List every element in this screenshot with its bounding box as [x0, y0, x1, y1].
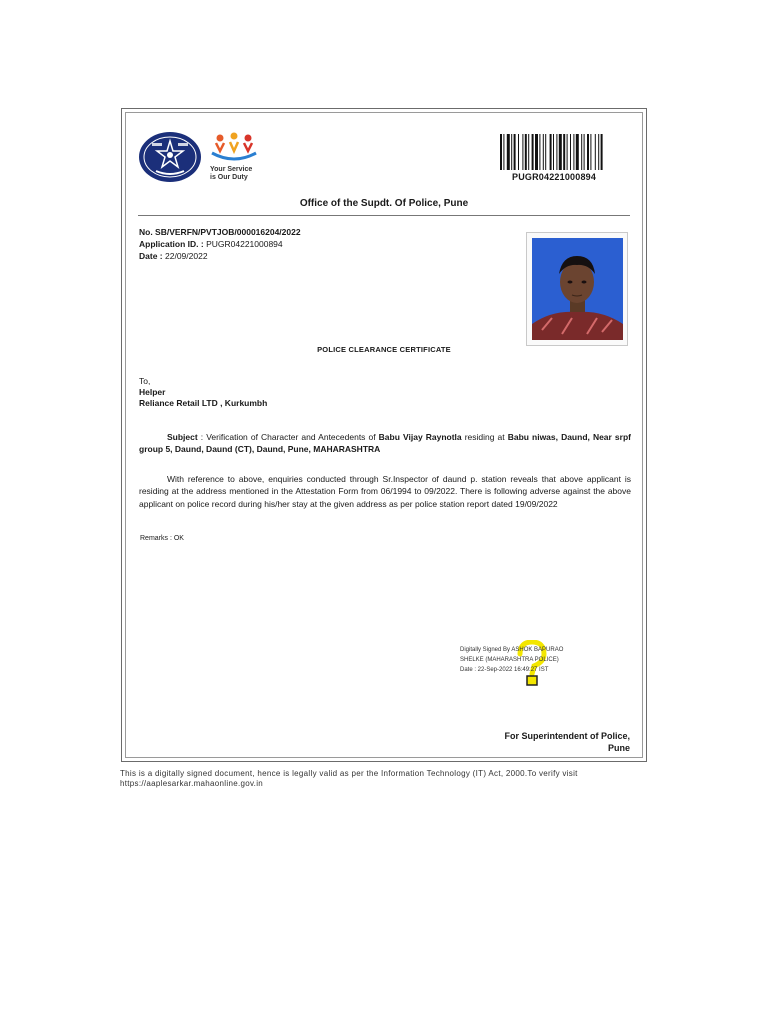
- legal-notice: [120, 769, 660, 789]
- signatory-block: [470, 730, 630, 754]
- remarks: Remarks : OK: [140, 535, 184, 542]
- signature-signed-by: Digitally Signed By ASHOK BAPURAO: [460, 647, 564, 653]
- applicant-address: Babu niwas, Daund, Near srpf group 5, Daund, Daund (CT), Daund, Pune, MAHARASHTRA: [139, 432, 631, 455]
- recipient-block: [139, 376, 267, 409]
- reference-number: [139, 226, 301, 238]
- issue-date-label: Date :: [139, 251, 163, 261]
- certificate-title: POLICE CLEARANCE CERTIFICATE: [317, 345, 451, 354]
- verification-text: With reference to above, enquiries conducted through Sr.Inspector of daund p. station reveals that above applicant is residing at the address mentioned in the Attestation Form from 06/1994 to 09/2022. There is following adverse against the above applicant on police record during his/her stay at the given address as per police station report dated 19/09/2022: [139, 474, 631, 509]
- reference-number-text: No. SB/VERFN/PVTJOB/000016204/2022: [139, 227, 301, 237]
- issue-date: [139, 250, 208, 262]
- subject-label: Subject: [167, 432, 198, 442]
- applicant-photo: [532, 238, 623, 340]
- header-divider: [138, 215, 630, 216]
- signatory-title: For Superintendent of Police,: [504, 731, 630, 741]
- application-id-label: Application ID. :: [139, 239, 204, 249]
- recipient-company: Reliance Retail LTD , Kurkumbh: [139, 398, 268, 408]
- your-service-logo-icon: [208, 131, 260, 163]
- legal-notice-text: This is a digitally signed document, hence is legally valid as per the Information Technology (IT) Act, 2000.To verify visit: [120, 769, 578, 778]
- signatory-location: Pune: [607, 743, 630, 753]
- signature-date: Date : 22-Sep-2022 16:49:27 IST: [460, 667, 549, 673]
- verification-url[interactable]: https://aaplesarkar.mahaonline.gov.in: [120, 779, 264, 788]
- tagline-line-1: Your Service: [210, 166, 253, 173]
- barcode-number: PUGR04221000894: [512, 172, 597, 182]
- office-title: Office of the Supdt. Of Police, Pune: [299, 198, 469, 209]
- application-id: [139, 238, 283, 250]
- maharashtra-police-seal-icon: [138, 131, 202, 183]
- barcode-icon: [500, 134, 630, 170]
- application-id-value: PUGR04221000894: [206, 239, 283, 249]
- recipient-designation: Helper: [139, 387, 166, 397]
- digital-signature-block: [460, 645, 563, 675]
- subject-paragraph: [139, 431, 631, 456]
- applicant-name: Babu Vijay Raynotla: [378, 432, 462, 442]
- service-tagline: [210, 166, 252, 182]
- subject-text-middle: residing at: [461, 432, 508, 442]
- subject-text-before: : Verification of Character and Antecedents of: [197, 432, 379, 442]
- recipient-to: To,: [139, 376, 151, 386]
- tagline-line-2: is Our Duty: [210, 174, 248, 181]
- signature-organization: SHELKE (MAHARASHTRA POLICE): [460, 657, 559, 663]
- verification-paragraph: [139, 473, 631, 510]
- issue-date-value: 22/09/2022: [165, 251, 208, 261]
